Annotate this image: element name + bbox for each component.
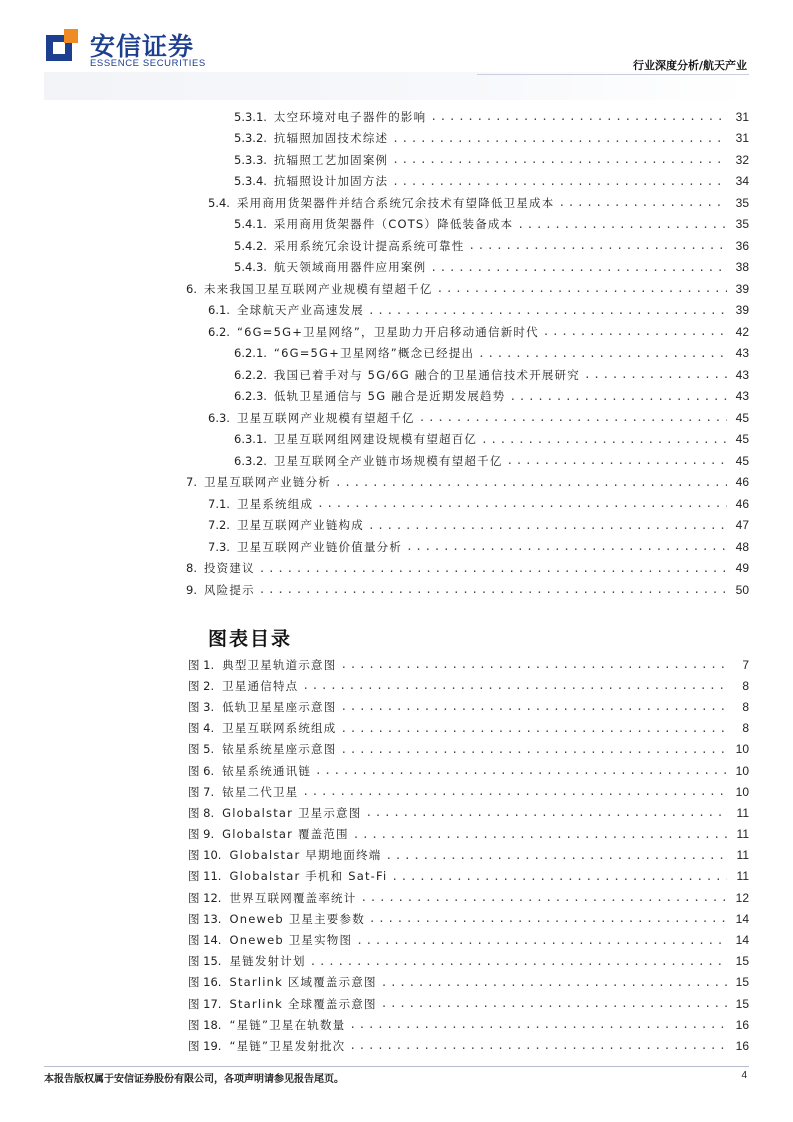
entry-number: 6.3.1. xyxy=(234,432,267,447)
entry-title: 太空环境对电子器件的影响 xyxy=(273,109,427,124)
dot-leader xyxy=(381,997,727,1010)
toc-entry[interactable] xyxy=(186,450,749,472)
entry-number: 5.4.3. xyxy=(234,260,267,275)
dot-leader xyxy=(369,912,727,925)
entry-number: 图 18. xyxy=(188,1017,222,1032)
entry-title: 世界互联网覆盖率统计 xyxy=(229,890,357,905)
dot-leader xyxy=(349,1039,727,1052)
entry-title: 采用系统冗余设计提高系统可靠性 xyxy=(273,238,465,253)
entry-title: 航天领域商用器件应用案例 xyxy=(273,260,427,275)
entry-title: Oneweb 卫星实物图 xyxy=(229,933,353,948)
entry-page-number: 11 xyxy=(736,805,749,820)
dot-leader xyxy=(368,304,727,317)
dot-leader xyxy=(392,153,727,166)
entry-number: 5.4. xyxy=(208,195,230,210)
entry-title: 卫星互联网组网建设规模有望超百亿 xyxy=(273,432,478,447)
toc-entry[interactable] xyxy=(186,493,749,515)
entry-title: Globalstar 覆盖范围 xyxy=(222,827,349,842)
entry-page-number: 45 xyxy=(735,453,749,468)
entry-number: 图 14. xyxy=(188,933,222,948)
figure-entry[interactable] xyxy=(188,951,749,972)
figure-entry[interactable] xyxy=(188,972,749,993)
toc-entry[interactable] xyxy=(186,558,749,580)
entry-title: Starlink 全球覆盖示意图 xyxy=(229,996,377,1011)
entry-title: “6G=5G+卫星网络”，卫星助力开启移动通信新时代 xyxy=(236,324,539,339)
entry-number: 6.1. xyxy=(208,303,230,318)
entry-title: 卫星系统组成 xyxy=(236,496,314,511)
toc-entry[interactable] xyxy=(186,386,749,408)
entry-page-number: 35 xyxy=(735,195,749,210)
entry-number: 5.3.1. xyxy=(234,109,267,124)
entry-number: 6.2.3. xyxy=(234,389,267,404)
entry-number: 9. xyxy=(186,582,197,597)
entry-title: “星链”卫星在轨数量 xyxy=(229,1017,346,1032)
entry-number: 图 15. xyxy=(188,954,222,969)
entry-page-number: 10 xyxy=(735,784,749,799)
toc-entry[interactable] xyxy=(186,257,749,279)
entry-page-number: 16 xyxy=(735,1038,749,1053)
figure-entry[interactable] xyxy=(188,654,749,675)
dot-leader xyxy=(259,583,727,596)
dot-leader xyxy=(315,764,727,777)
entry-page-number: 46 xyxy=(735,496,749,511)
figure-entry[interactable] xyxy=(188,1014,749,1035)
entry-page-number: 15 xyxy=(735,954,749,969)
figure-list xyxy=(188,654,749,1057)
entry-page-number: 8 xyxy=(742,678,749,693)
entry-page-number: 11 xyxy=(736,848,749,863)
entry-title: 采用商用货架器件（COTS）降低装备成本 xyxy=(273,217,514,232)
entry-number: 6.2.1. xyxy=(234,346,267,361)
report-category: 行业深度分析/航天产业 xyxy=(632,59,747,72)
dot-leader xyxy=(468,239,727,252)
dot-leader xyxy=(509,390,727,403)
entry-page-number: 42 xyxy=(735,324,749,339)
dot-leader xyxy=(340,700,727,713)
toc-entry[interactable] xyxy=(186,429,749,451)
entry-number: 图 19. xyxy=(188,1038,222,1053)
toc-entry[interactable] xyxy=(186,364,749,386)
toc-entry[interactable] xyxy=(186,579,749,601)
entry-number: 图 5. xyxy=(188,742,215,757)
entry-title: 投资建议 xyxy=(203,561,255,576)
entry-number: 8. xyxy=(186,561,197,576)
entry-number: 图 11. xyxy=(188,869,222,884)
toc-entry[interactable] xyxy=(186,515,749,537)
entry-title: 低轨卫星通信与 5G 融合是近期发展趋势 xyxy=(273,389,506,404)
toc-entry[interactable] xyxy=(186,171,749,193)
dot-leader xyxy=(302,679,727,692)
toc-entry[interactable] xyxy=(186,300,749,322)
entry-title: 卫星互联网系统组成 xyxy=(222,721,337,736)
toc-entry[interactable] xyxy=(186,536,749,558)
entry-number: 6.2. xyxy=(208,324,230,339)
entry-title: Oneweb 卫星主要参数 xyxy=(229,911,365,926)
logo-chinese-name: 安信证券 xyxy=(90,32,195,61)
entry-title: 低轨卫星星座示意图 xyxy=(222,699,337,714)
figure-entry[interactable] xyxy=(188,845,749,866)
entry-number: 图 3. xyxy=(188,699,215,714)
entry-number: 5.3.2. xyxy=(234,131,267,146)
footer-disclaimer: 本报告版权属于安信证券股份有限公司，各项声明请参见报告尾页。 xyxy=(44,1074,344,1085)
entry-page-number: 35 xyxy=(735,217,749,232)
entry-page-number: 15 xyxy=(735,975,749,990)
entry-page-number: 32 xyxy=(735,152,749,167)
entry-page-number: 10 xyxy=(735,742,749,757)
entry-page-number: 14 xyxy=(735,933,749,948)
entry-number: 5.4.2. xyxy=(234,238,267,253)
entry-number: 6. xyxy=(186,281,197,296)
entry-page-number: 43 xyxy=(735,389,749,404)
essence-logo-icon xyxy=(44,27,80,63)
entry-number: 图 9. xyxy=(188,827,215,842)
entry-title: 星链发射计划 xyxy=(229,954,306,969)
dot-leader xyxy=(392,132,727,145)
dot-leader xyxy=(335,476,727,489)
figures-heading: 图表目录 xyxy=(208,628,293,650)
entry-page-number: 34 xyxy=(735,174,749,189)
entry-title: Globalstar 早期地面终端 xyxy=(229,848,382,863)
toc-entry[interactable] xyxy=(186,192,749,214)
figure-entry[interactable] xyxy=(188,739,749,760)
toc-entry[interactable] xyxy=(186,106,749,128)
entry-number: 7.1. xyxy=(208,496,230,511)
entry-page-number: 46 xyxy=(735,475,749,490)
entry-number: 图 4. xyxy=(188,721,215,736)
entry-number: 7. xyxy=(186,475,197,490)
dot-leader xyxy=(558,196,727,209)
entry-title: 卫星互联网产业链价值量分析 xyxy=(236,539,403,554)
entry-page-number: 49 xyxy=(735,561,749,576)
entry-page-number: 39 xyxy=(735,281,749,296)
entry-number: 6.3.2. xyxy=(234,453,267,468)
figure-entry[interactable] xyxy=(188,718,749,739)
figure-entry[interactable] xyxy=(188,824,749,845)
entry-title: 卫星互联网产业链分析 xyxy=(203,475,331,490)
dot-leader xyxy=(478,347,727,360)
entry-page-number: 10 xyxy=(735,763,749,778)
figure-entry[interactable] xyxy=(188,866,749,887)
entry-page-number: 11 xyxy=(736,827,749,842)
dot-leader xyxy=(517,218,727,231)
entry-title: 未来我国卫星互联网产业规模有望超千亿 xyxy=(203,281,433,296)
entry-page-number: 43 xyxy=(735,367,749,382)
entry-page-number: 16 xyxy=(735,1017,749,1032)
entry-page-number: 45 xyxy=(735,432,749,447)
entry-page-number: 31 xyxy=(735,131,749,146)
entry-page-number: 8 xyxy=(742,721,749,736)
entry-title: 风险提示 xyxy=(203,582,255,597)
dot-leader xyxy=(406,540,727,553)
entry-page-number: 48 xyxy=(735,539,749,554)
entry-title: 卫星通信特点 xyxy=(222,678,299,693)
toc-entry[interactable] xyxy=(186,343,749,365)
entry-page-number: 45 xyxy=(735,410,749,425)
dot-leader xyxy=(356,934,727,947)
entry-page-number: 7 xyxy=(742,657,749,672)
figure-entry[interactable] xyxy=(188,781,749,802)
entry-page-number: 50 xyxy=(735,582,749,597)
entry-page-number: 31 xyxy=(735,109,749,124)
page-header xyxy=(0,0,793,104)
entry-title: 典型卫星轨道示意图 xyxy=(222,657,337,672)
entry-page-number: 38 xyxy=(735,260,749,275)
dot-leader xyxy=(340,722,727,735)
dot-leader xyxy=(368,519,727,532)
entry-title: 卫星互联网产业规模有望超千亿 xyxy=(236,410,415,425)
figure-entry[interactable] xyxy=(188,1035,749,1056)
company-logo xyxy=(44,27,206,73)
entry-number: 图 6. xyxy=(188,763,215,778)
header-divider xyxy=(477,74,749,75)
figure-entry[interactable] xyxy=(188,908,749,929)
entry-page-number: 14 xyxy=(735,911,749,926)
entry-page-number: 47 xyxy=(735,518,749,533)
figure-entry[interactable] xyxy=(188,993,749,1014)
entry-page-number: 15 xyxy=(735,996,749,1011)
entry-number: 图 16. xyxy=(188,975,222,990)
entry-number: 图 1. xyxy=(188,657,215,672)
dot-leader xyxy=(365,806,727,819)
entry-number: 7.2. xyxy=(208,518,230,533)
dot-leader xyxy=(381,976,727,989)
entry-title: 铱星系统通讯链 xyxy=(222,763,312,778)
logo-english-name: ESSENCE SECURITIES xyxy=(90,58,206,69)
entry-title: 铱星二代卫星 xyxy=(222,784,299,799)
entry-page-number: 36 xyxy=(735,238,749,253)
entry-page-number: 8 xyxy=(742,699,749,714)
dot-leader xyxy=(353,828,727,841)
dot-leader xyxy=(584,368,727,381)
entry-title: 抗辐照设计加固方法 xyxy=(273,174,389,189)
entry-title: 铱星系统星座示意图 xyxy=(222,742,337,757)
footer-divider xyxy=(44,1066,749,1067)
entry-page-number: 12 xyxy=(735,890,749,905)
entry-number: 6.2.2. xyxy=(234,367,267,382)
entry-number: 图 12. xyxy=(188,890,222,905)
toc-entry[interactable] xyxy=(186,321,749,343)
entry-title: 采用商用货架器件并结合系统冗余技术有望降低卫星成本 xyxy=(236,195,555,210)
dot-leader xyxy=(317,497,727,510)
figure-entry[interactable] xyxy=(188,696,749,717)
entry-title: Globalstar 卫星示意图 xyxy=(222,805,362,820)
entry-title: “星链”卫星发射批次 xyxy=(229,1038,346,1053)
dot-leader xyxy=(391,870,727,883)
table-of-contents xyxy=(186,106,749,601)
figure-entry[interactable] xyxy=(188,929,749,950)
figure-entry[interactable] xyxy=(188,760,749,781)
entry-number: 5.3.3. xyxy=(234,152,267,167)
entry-title: 卫星互联网全产业链市场规模有望超千亿 xyxy=(273,453,503,468)
entry-title: 全球航天产业高速发展 xyxy=(236,303,364,318)
dot-leader xyxy=(349,1018,727,1031)
entry-number: 5.4.1. xyxy=(234,217,267,232)
entry-number: 图 2. xyxy=(188,678,215,693)
entry-number: 图 17. xyxy=(188,996,222,1011)
entry-number: 6.3. xyxy=(208,410,230,425)
entry-title: “6G=5G+卫星网络”概念已经提出 xyxy=(273,346,475,361)
toc-entry[interactable] xyxy=(186,214,749,236)
entry-title: 卫星互联网产业链构成 xyxy=(236,518,364,533)
toc-entry[interactable] xyxy=(186,128,749,150)
entry-title: 抗辐照加固技术综述 xyxy=(273,131,389,146)
entry-number: 图 7. xyxy=(188,784,215,799)
toc-entry[interactable] xyxy=(186,472,749,494)
entry-title: Starlink 区域覆盖示意图 xyxy=(229,975,377,990)
entry-page-number: 11 xyxy=(736,869,749,884)
dot-leader xyxy=(302,785,727,798)
dot-leader xyxy=(310,955,727,968)
entry-page-number: 39 xyxy=(735,303,749,318)
header-band xyxy=(44,72,749,100)
toc-entry[interactable] xyxy=(186,278,749,300)
dot-leader xyxy=(543,325,727,338)
dot-leader xyxy=(437,282,727,295)
dot-leader xyxy=(430,110,727,123)
entry-number: 7.3. xyxy=(208,539,230,554)
toc-entry[interactable] xyxy=(186,407,749,429)
dot-leader xyxy=(385,849,727,862)
entry-number: 图 10. xyxy=(188,848,222,863)
dot-leader xyxy=(481,433,727,446)
figure-entry[interactable] xyxy=(188,675,749,696)
entry-title: Globalstar 手机和 Sat-Fi xyxy=(229,869,388,884)
dot-leader xyxy=(507,454,727,467)
toc-entry[interactable] xyxy=(186,149,749,171)
entry-number: 图 13. xyxy=(188,911,222,926)
dot-leader xyxy=(430,261,727,274)
dot-leader xyxy=(340,658,727,671)
page-number: 4 xyxy=(741,1070,747,1081)
dot-leader xyxy=(392,175,727,188)
entry-number: 5.3.4. xyxy=(234,174,267,189)
figure-entry[interactable] xyxy=(188,802,749,823)
dot-leader xyxy=(259,562,727,575)
entry-page-number: 43 xyxy=(735,346,749,361)
dot-leader xyxy=(340,743,727,756)
dot-leader xyxy=(419,411,727,424)
entry-title: 抗辐照工艺加固案例 xyxy=(273,152,389,167)
entry-title: 我国已着手对与 5G/6G 融合的卫星通信技术开展研究 xyxy=(273,367,580,382)
toc-entry[interactable] xyxy=(186,235,749,257)
entry-number: 图 8. xyxy=(188,805,215,820)
figure-entry[interactable] xyxy=(188,887,749,908)
dot-leader xyxy=(360,891,727,904)
